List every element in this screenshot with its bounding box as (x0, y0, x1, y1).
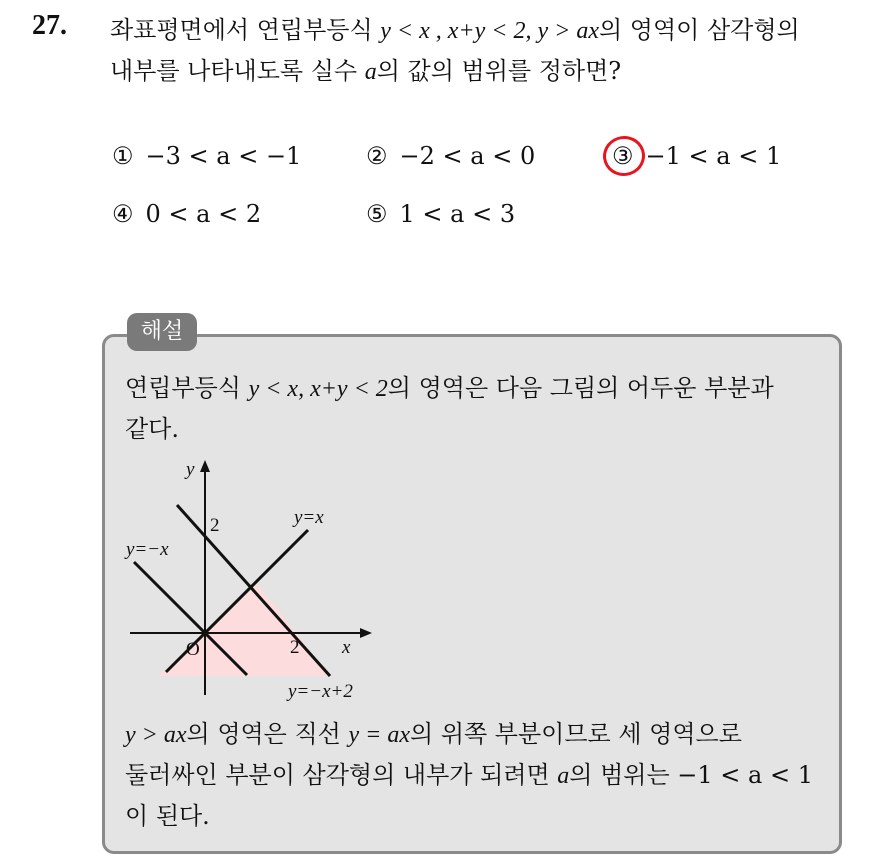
explanation-math: y > ax (125, 722, 187, 748)
choice-number: ④ (112, 200, 134, 228)
question-text-part: 의 값의 범위를 정하면? (376, 57, 622, 85)
question-math: y < x , x+y < 2, y > ax (380, 18, 599, 44)
explanation-text: 의 영역은 다음 그림의 어두운 부분과 (387, 374, 774, 402)
explanation-paragraph-2 (125, 714, 835, 836)
y-axis-label: y (186, 459, 195, 480)
explanation-math: y < x, x+y < 2 (248, 376, 388, 402)
y-axis-arrow (200, 460, 210, 472)
choice-text: −2 < a < 0 (399, 142, 536, 170)
explanation-text: 연립부등식 (125, 374, 249, 402)
explanation-text: 둘러싸인 부분이 삼각형의 내부가 되려면 (125, 761, 558, 789)
choice-5[interactable] (366, 200, 515, 228)
origin-label: O (186, 639, 200, 660)
question-text-part: 내부를 나타내도록 실수 (110, 57, 365, 85)
choice-text: −3 < a < −1 (145, 142, 302, 170)
x-tick-2: 2 (290, 637, 300, 658)
explanation-paragraph-1 (125, 368, 835, 449)
choice-4[interactable] (112, 200, 261, 228)
explanation-text: 같다. (125, 415, 179, 443)
label-y-eq-neg-x-plus-2: y=−x+2 (288, 681, 353, 702)
explanation-math: y = ax (348, 722, 410, 748)
explanation-text: 이 된다. (125, 802, 210, 830)
x-axis-label: x (342, 637, 351, 658)
choice-number: ③ (612, 142, 634, 170)
choice-text: 1 < a < 3 (399, 200, 516, 228)
question-number: 27. (32, 10, 67, 41)
answer-mark-circle (600, 133, 647, 178)
choice-number: ① (112, 142, 134, 170)
label-y-eq-neg-x: y=−x (126, 539, 169, 560)
question-text-part: 의 영역이 삼각형의 (598, 16, 800, 44)
question-text (110, 10, 870, 92)
x-axis-arrow (360, 628, 372, 638)
explanation-tag: 해설 (127, 313, 197, 351)
explanation-variable: a (557, 763, 570, 789)
choice-number: ⑤ (366, 200, 388, 228)
question-text-part: 좌표평면에서 연립부등식 (110, 16, 381, 44)
explanation-text: 의 위쪽 부분이므로 세 영역으로 (410, 720, 742, 748)
choice-2[interactable] (366, 142, 535, 170)
choice-number: ② (366, 142, 388, 170)
choice-text: 0 < a < 2 (145, 200, 262, 228)
y-tick-2: 2 (210, 515, 220, 536)
question-variable: a (364, 59, 377, 85)
label-y-eq-x: y=x (294, 507, 324, 528)
choice-text: −1 < a < 1 (645, 142, 782, 170)
explanation-text: 의 범위는 −1 < a < 1 (569, 761, 813, 789)
choice-1[interactable] (112, 142, 301, 170)
inequality-graph (120, 455, 380, 705)
explanation-text: 의 영역은 직선 (186, 720, 349, 748)
